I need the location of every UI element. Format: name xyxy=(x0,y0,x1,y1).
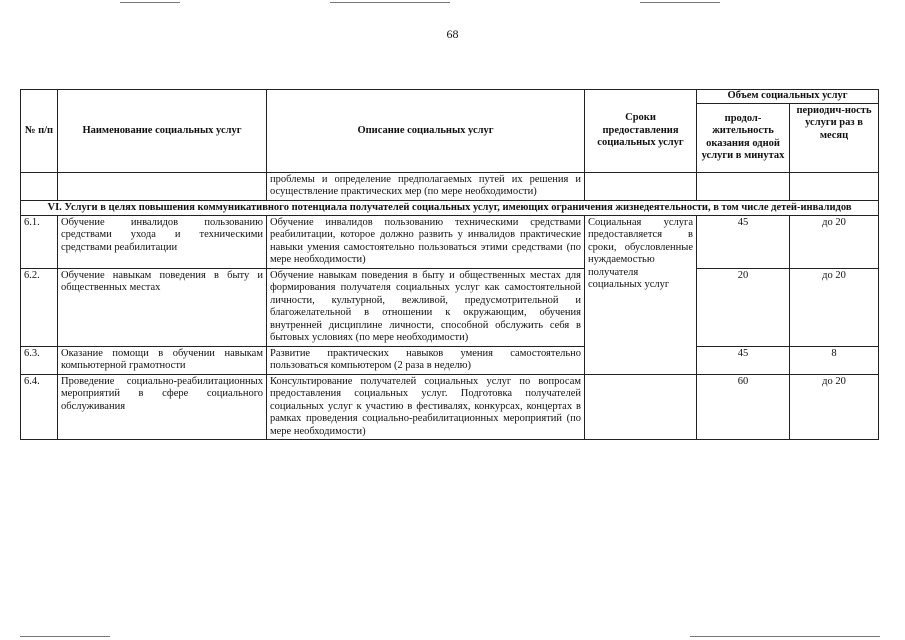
header-name: Наименование социальных услуг xyxy=(58,90,267,173)
row-num: 6.3. xyxy=(21,346,58,374)
scan-edge-bottom xyxy=(20,636,110,637)
header-num: № п/п xyxy=(21,90,58,173)
continuation-periodicity-cell xyxy=(790,172,879,200)
row-duration: 20 xyxy=(697,268,790,346)
continuation-name-cell xyxy=(58,172,267,200)
section-title: VI. Услуги в целях повышения коммуникативного потенциала получателей социальных услуг, имеющих ограничения жизнедеятельности, в том числе детей-инвалидов xyxy=(21,200,879,215)
table-row xyxy=(21,374,879,440)
row-periodicity: до 20 xyxy=(790,374,879,440)
header-periodicity: периодич-ность услуги раз в месяц xyxy=(790,103,879,172)
row-description: Обучение инвалидов пользованию техническими средствами реабилитации, которое должно развить у инвалидов практические навыки умения самостоятельно пользоваться этими средствами (по мере необходимости) xyxy=(267,215,585,268)
row-num: 6.2. xyxy=(21,268,58,346)
row-periodicity: до 20 xyxy=(790,268,879,346)
page-number: 68 xyxy=(446,27,459,41)
continuation-description: проблемы и определение предполагаемых путей их решения и осуществление практических мер (по мере необходимости) xyxy=(267,172,585,200)
empty-terms-cell xyxy=(585,374,697,440)
scan-edge-top xyxy=(120,2,180,3)
continuation-duration-cell xyxy=(697,172,790,200)
row-name: Обучение инвалидов пользованию средствами ухода и техническими средствами реабилитации xyxy=(58,215,267,268)
table-row xyxy=(21,215,879,268)
row-duration: 45 xyxy=(697,346,790,374)
header-volume: Объем социальных услуг xyxy=(697,90,879,104)
row-num: 6.4. xyxy=(21,374,58,440)
header-terms: Сроки предоставления социальных услуг xyxy=(585,90,697,173)
scan-edge-top xyxy=(330,2,450,3)
continuation-num-cell xyxy=(21,172,58,200)
row-name: Оказание помощи в обучении навыкам компьютерной грамотности xyxy=(58,346,267,374)
services-table xyxy=(20,89,879,440)
row-description: Консультирование получателей социальных услуг по вопросам предоставления социальных услуг. Подготовка получателей социальных услуг к участию в фестивалях, конкурсах, концертах в рамках проведения социально-реабилитационных мероприятий (по мере необходимости) xyxy=(267,374,585,440)
header-description: Описание социальных услуг xyxy=(267,90,585,173)
row-duration: 45 xyxy=(697,215,790,268)
continuation-terms-cell xyxy=(585,172,697,200)
continuation-row xyxy=(21,172,879,200)
row-description: Развитие практических навыков умения самостоятельно пользоваться компьютером (2 раза в неделю) xyxy=(267,346,585,374)
row-periodicity: до 20 xyxy=(790,215,879,268)
section-row xyxy=(21,200,879,215)
table-row xyxy=(21,268,879,346)
row-periodicity: 8 xyxy=(790,346,879,374)
row-name: Проведение социально-реабилитационных мероприятий в сфере социального обслуживания xyxy=(58,374,267,440)
table-header-row xyxy=(21,90,879,104)
scan-edge-top xyxy=(640,2,720,3)
scan-edge-bottom xyxy=(690,636,880,637)
row-duration: 60 xyxy=(697,374,790,440)
row-num: 6.1. xyxy=(21,215,58,268)
row-name: Обучение навыкам поведения в быту и общественных местах xyxy=(58,268,267,346)
row-description: Обучение навыкам поведения в быту и общественных местах для формирования получателя социальных услуг как самостоятельной личности, культурной, вежливой, предусмотрительной и благожелательной в отношении к окружающим, обучения внутренней дисциплине личности, способной обслужить себя в бытовых условиях (по мере необходимости) xyxy=(267,268,585,346)
table-row xyxy=(21,346,879,374)
header-duration: продол-жительность оказания одной услуги в минутах xyxy=(697,103,790,172)
terms-cell: Социальная услуга предоставляется в сроки, обусловленные нуждаемостью получателя социальных услуг xyxy=(585,215,697,374)
